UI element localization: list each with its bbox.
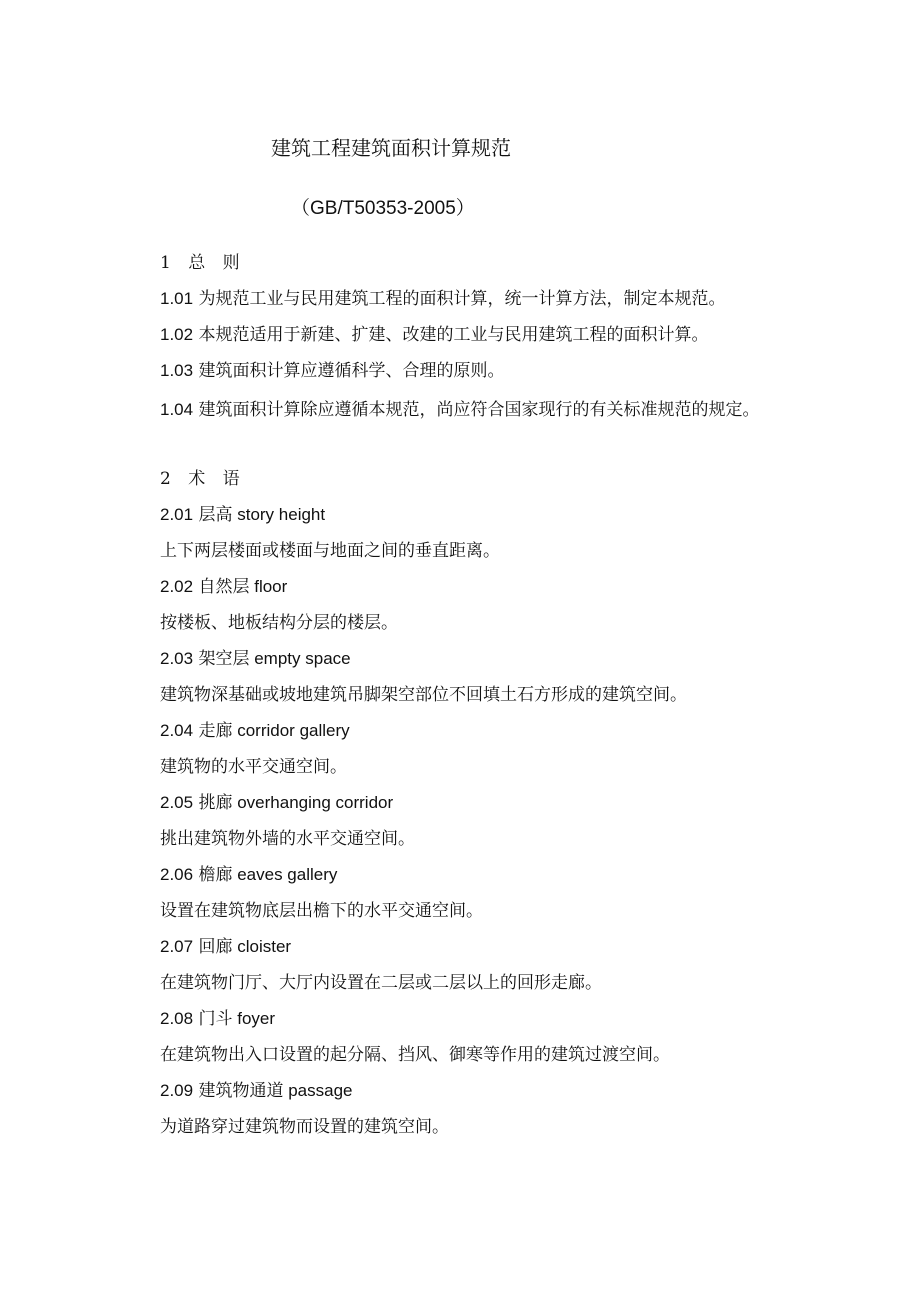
- term-english: story height: [232, 505, 326, 524]
- clause-number: 1.03: [160, 361, 194, 380]
- term-number: 2.06: [160, 865, 194, 884]
- clause-text: 建筑面积计算应遵循科学、合理的原则。: [198, 361, 505, 381]
- term-name: 层高: [198, 505, 233, 525]
- term-2-03: [160, 644, 800, 680]
- term-name: 建筑物通道: [198, 1081, 284, 1101]
- term-number: 2.01: [160, 505, 194, 524]
- term-2-08: [160, 1004, 800, 1040]
- term-2-04: [160, 716, 800, 752]
- term-number: 2.04: [160, 721, 194, 740]
- clause-text: 本规范适用于新建、扩建、改建的工业与民用建筑工程的面积计算。: [198, 325, 709, 345]
- term-definition: 在建筑物门厅、大厅内设置在二层或二层以上的回形走廊。: [160, 973, 602, 993]
- term-definition: 建筑物的水平交通空间。: [160, 757, 347, 777]
- term-english: empty space: [249, 649, 351, 668]
- term-english: foyer: [232, 1009, 276, 1028]
- term-name: 架空层: [198, 649, 250, 669]
- term-english: corridor gallery: [232, 721, 350, 740]
- term-name: 门斗: [198, 1009, 233, 1029]
- term-definition: 在建筑物出入口设置的起分隔、挡风、御寒等作用的建筑过渡空间。: [160, 1045, 670, 1065]
- term-number: 2.08: [160, 1009, 194, 1028]
- clause-number: 1.04: [160, 400, 194, 419]
- term-number: 2.09: [160, 1081, 194, 1100]
- term-2-02: [160, 572, 800, 608]
- term-number: 2.03: [160, 649, 194, 668]
- term-definition: 建筑物深基础或坡地建筑吊脚架空部位不回填土石方形成的建筑空间。: [160, 685, 687, 705]
- term-definition: 按楼板、地板结构分层的楼层。: [160, 613, 398, 633]
- term-english: floor: [249, 577, 288, 596]
- clause-1-04: [160, 392, 788, 428]
- term-english: overhanging corridor: [232, 793, 394, 812]
- term-number: 2.05: [160, 793, 194, 812]
- standard-code: （GB/T50353-2005）: [291, 198, 475, 219]
- document-body: [160, 248, 800, 1148]
- term-english: cloister: [232, 937, 292, 956]
- term-definition: 挑出建筑物外墙的水平交通空间。: [160, 829, 415, 849]
- term-definition: 上下两层楼面或楼面与地面之间的垂直距离。: [160, 541, 500, 561]
- section-2-heading: 2 术 语: [160, 469, 246, 489]
- term-2-06: [160, 860, 800, 896]
- clause-1-01: [160, 284, 800, 320]
- term-2-09: [160, 1076, 800, 1112]
- term-number: 2.07: [160, 937, 194, 956]
- clause-number: 1.02: [160, 325, 194, 344]
- clause-1-03: [160, 356, 800, 392]
- term-english: passage: [283, 1081, 353, 1100]
- clause-text: 为规范工业与民用建筑工程的面积计算，统一计算方法，制定本规范。: [198, 289, 726, 309]
- term-name: 檐廊: [198, 865, 233, 885]
- clause-1-02: [160, 320, 800, 356]
- term-definition: 设置在建筑物底层出檐下的水平交通空间。: [160, 901, 483, 921]
- term-name: 挑廊: [198, 793, 233, 813]
- term-name: 自然层: [198, 577, 250, 597]
- section-1-heading: 1 总 则: [160, 253, 246, 273]
- term-definition: 为道路穿过建筑物而设置的建筑空间。: [160, 1117, 449, 1137]
- clause-text: 建筑面积计算除应遵循本规范，尚应符合国家现行的有关标准规范的规定。: [198, 400, 760, 420]
- document-title: 建筑工程建筑面积计算规范: [271, 136, 511, 160]
- term-number: 2.02: [160, 577, 194, 596]
- clause-number: 1.01: [160, 289, 194, 308]
- term-name: 回廊: [198, 937, 233, 957]
- term-english: eaves gallery: [232, 865, 338, 884]
- term-2-01: [160, 500, 800, 536]
- section-gap: [160, 428, 800, 464]
- term-2-07: [160, 932, 800, 968]
- term-2-05: [160, 788, 800, 824]
- term-name: 走廊: [198, 721, 233, 741]
